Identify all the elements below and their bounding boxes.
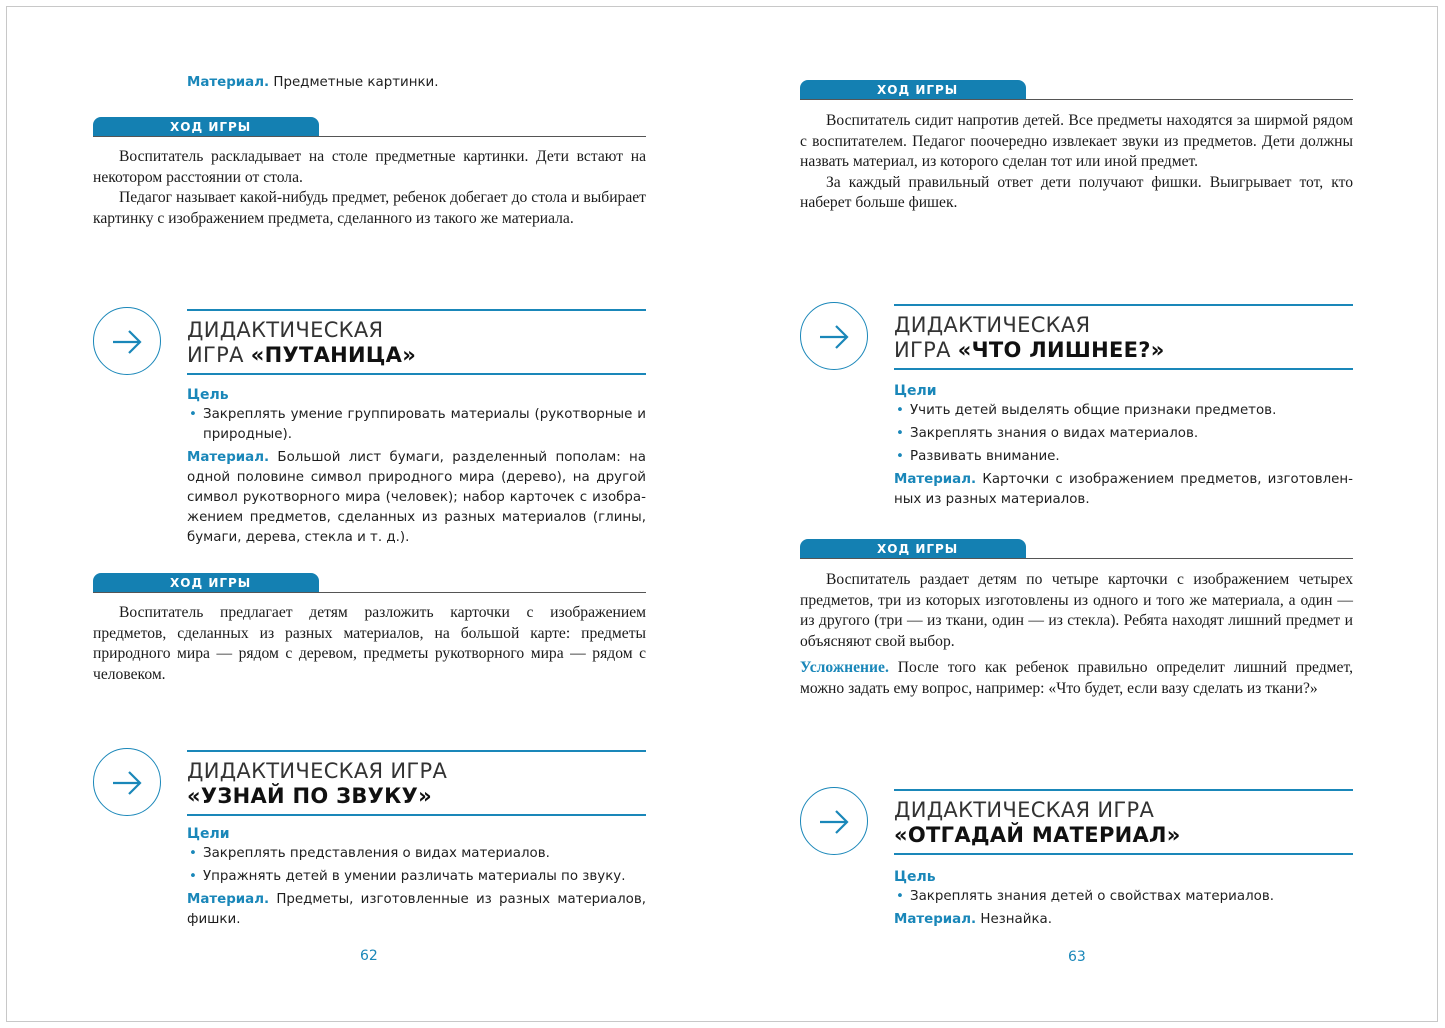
list-item: • Закреплять представления о видах материалов. — [187, 844, 646, 864]
hod-text: Воспитатель предлагает детям разложить карточки с изображением предметов, сделанных из разных материалов, на большой карте: предметы природного мира — рядом с деревом, предметы рукотворного мира — рядом с человеком. — [93, 604, 646, 683]
game-details: Цель • Закреплять умение группировать материалы (рукотворные и природные). Материал. Большой лист бумаги, разделенный пополам: на одной половине символ природного мира (дерево), на другой символ рукотворного мира (человек); набор карточек с изображением предметов, сделанных из разных материалов (глины, бумаги, дерева, стекла и т. д.). — [187, 385, 646, 548]
game-details: Цель • Закреплять знания детей о свойствах материалов. Материал. Незнайка. — [894, 867, 1353, 930]
goal-list — [187, 844, 646, 887]
arrow-right-icon — [817, 320, 851, 354]
material-text: Материал. Предметы, изготовленные из разных материалов, фишки. — [187, 892, 646, 927]
arrow-right-icon — [110, 766, 144, 800]
game-title: ДИДАКТИЧЕСКАЯ ИГРА «УЗНАЙ ПО ЗВУКУ» — [187, 750, 646, 816]
hod-header — [800, 539, 1353, 559]
hod-text: Воспитатель раскладывает на столе предметные картинки. Дети встают на некотором расстоянии от стола. Педагог называет какой-нибудь предмет, ребенок добегает до стола и выбирает картинку с изображением предмета, сделанного из такого же материала. — [93, 148, 646, 227]
goal-list — [894, 401, 1353, 467]
list-item: • Упражнять детей в умении различать материалы по звуку. — [187, 867, 646, 887]
arrow-right-icon — [110, 325, 144, 359]
list-item: • Закреплять умение группировать материалы (рукотворные и природные). — [187, 405, 646, 445]
hod-text: Воспитатель раздает детям по четыре карточки с изображением четырех предметов, три из которых изготовлены из одного и того же материала, а один — из другого (три — из ткани, один — из стекла). Ребята находят лишний предмет и объясняют свой выбор. Усложнение. После того как ребенок правильно определит лишний предмет, можно задать ему вопрос, например: «Что будет, если вазу сделать из ткани?» — [800, 570, 1353, 699]
list-item: • Закреплять знания о видах материалов. — [894, 424, 1353, 444]
material-top: Материал. Предметные картинки. — [187, 75, 439, 90]
hod-header — [93, 573, 646, 593]
page-number: 63 — [1068, 949, 1086, 965]
material-text: Материал. Незнайка. — [894, 912, 1053, 927]
material-text: Материал. Большой лист бумаги, разделенный пополам: на одной половине символ природного мира (дерево), на другой символ рукотворного мира (человек); набор карточек с изображением предметов, сделанных из разных материалов (глины, бумаги, дерева, стекла и т. д.). — [187, 450, 646, 545]
hod-text: Воспитатель сидит напротив детей. Все предметы находятся за ширмой рядом с воспитателем. Педагог поочередно извлекает звуки из предметов. Дети должны назвать материал, из которого сделан тот или иной предмет. За каждый правильный ответ дети получают фишки. Выигрывает тот, кто наберет больше фишек. — [800, 112, 1353, 211]
arrow-right-icon — [817, 805, 851, 839]
arrow-circle — [93, 307, 161, 375]
list-item: • Закреплять знания детей о свойствах материалов. — [894, 887, 1353, 907]
hod-tab: ХОД ИГРЫ — [800, 539, 1026, 559]
hod-tab: ХОД ИГРЫ — [800, 80, 1026, 100]
game-details: Цели • Учить детей выделять общие признаки предметов. • Закреплять знания о видах материалов. • Развивать внимание. Материал. Карточки с изображением предметов, изготовленных из разных материалов. — [894, 381, 1353, 510]
hod-header — [800, 80, 1353, 100]
arrow-circle — [93, 748, 161, 816]
goal-list — [187, 405, 646, 445]
material-text: Материал. Карточки с изображением предметов, изготовленных из разных материалов. — [894, 472, 1353, 507]
list-item: • Учить детей выделять общие признаки предметов. — [894, 401, 1353, 421]
game-title: ДИДАКТИЧЕСКАЯ ИГРА «ПУТАНИЦА» — [187, 309, 646, 375]
hod-tab: ХОД ИГРЫ — [93, 117, 319, 137]
page-number: 62 — [360, 948, 378, 964]
goal-list — [894, 887, 1353, 907]
game-title: ДИДАКТИЧЕСКАЯ ИГРА «ЧТО ЛИШНЕЕ?» — [894, 304, 1353, 370]
arrow-circle — [800, 787, 868, 855]
game-title: ДИДАКТИЧЕСКАЯ ИГРА «ОТГАДАЙ МАТЕРИАЛ» — [894, 789, 1353, 855]
list-item: • Развивать внимание. — [894, 447, 1353, 467]
game-details: Цели • Закреплять представления о видах материалов. • Упражнять детей в умении различать материалы по звуку. Материал. Предметы, изготовленные из разных материалов, фишки. — [187, 824, 646, 930]
complication: Усложнение. После того как ребенок правильно определит лишний предмет, можно задать ему вопрос, например: «Что будет, если вазу сделать из ткани?» — [800, 659, 1353, 697]
hod-tab: ХОД ИГРЫ — [93, 573, 319, 593]
arrow-circle — [800, 302, 868, 370]
hod-header — [93, 117, 646, 137]
